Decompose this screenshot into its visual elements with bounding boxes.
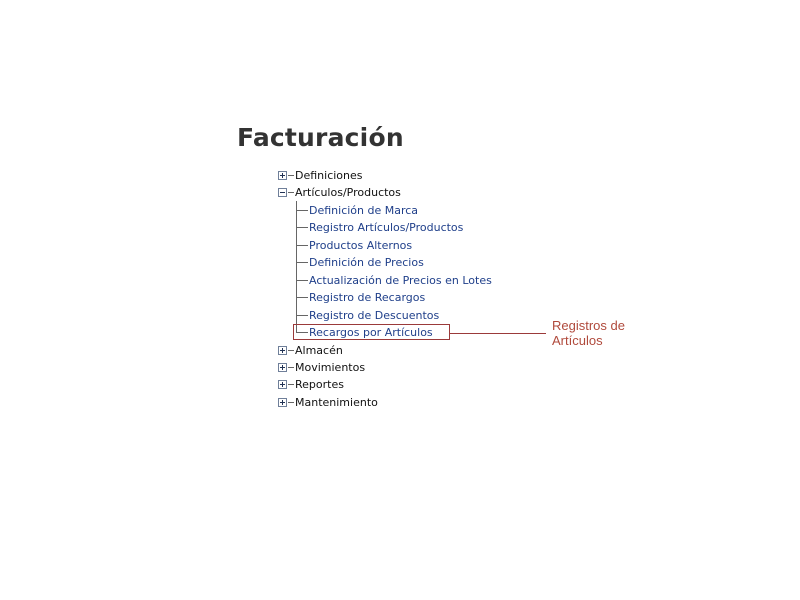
- tree-node-label: Movimientos: [295, 361, 366, 374]
- tree-node-movimientos[interactable]: [278, 359, 365, 376]
- tree-link-label[interactable]: Registro de Recargos: [309, 291, 426, 304]
- tree-node-almacen[interactable]: [278, 342, 343, 359]
- tree-child-registro-recargos[interactable]: [297, 289, 425, 306]
- tree-node-label: Almacén: [295, 344, 343, 357]
- tree-node-reportes[interactable]: [278, 376, 344, 393]
- expand-icon[interactable]: [278, 171, 287, 180]
- tree-node-label: Mantenimiento: [295, 396, 378, 409]
- tree-link-label[interactable]: Registro de Descuentos: [309, 309, 440, 322]
- expand-icon[interactable]: [278, 363, 287, 372]
- collapse-icon[interactable]: [278, 188, 287, 197]
- tree-node-definiciones[interactable]: [278, 167, 363, 184]
- tree-child-registro-descuentos[interactable]: [297, 307, 439, 324]
- tree-link-label[interactable]: Definición de Marca: [309, 204, 419, 217]
- tree-node-label: Reportes: [295, 378, 344, 391]
- expand-icon[interactable]: [278, 380, 287, 389]
- callout-line: [450, 333, 546, 334]
- tree-link-label[interactable]: Productos Alternos: [309, 239, 413, 252]
- tree-node-articulos[interactable]: [278, 184, 401, 201]
- tree-child-productos-alternos[interactable]: [297, 237, 412, 254]
- highlight-box: [293, 324, 450, 340]
- tree-child-definicion-marca[interactable]: [297, 202, 418, 219]
- tree-node-label: Artículos/Productos: [295, 186, 401, 199]
- tree-node-label: Definiciones: [295, 169, 363, 182]
- tree-link-label[interactable]: Registro Artículos/Productos: [309, 221, 464, 234]
- tree-node-mantenimiento[interactable]: [278, 394, 378, 411]
- tree-link-label[interactable]: Actualización de Precios en Lotes: [309, 274, 492, 287]
- tree-link-label[interactable]: Definición de Precios: [309, 256, 424, 269]
- tree-child-actualizacion-precios[interactable]: [297, 272, 492, 289]
- tree-link-label[interactable]: Recargos por Artículos: [309, 326, 433, 339]
- callout-annotation: Registros de Artículos: [552, 318, 625, 348]
- page-title: Facturación: [237, 123, 404, 152]
- expand-icon[interactable]: [278, 398, 287, 407]
- tree-child-registro-articulos[interactable]: [297, 219, 463, 236]
- tree-child-definicion-precios[interactable]: [297, 254, 424, 271]
- expand-icon[interactable]: [278, 346, 287, 355]
